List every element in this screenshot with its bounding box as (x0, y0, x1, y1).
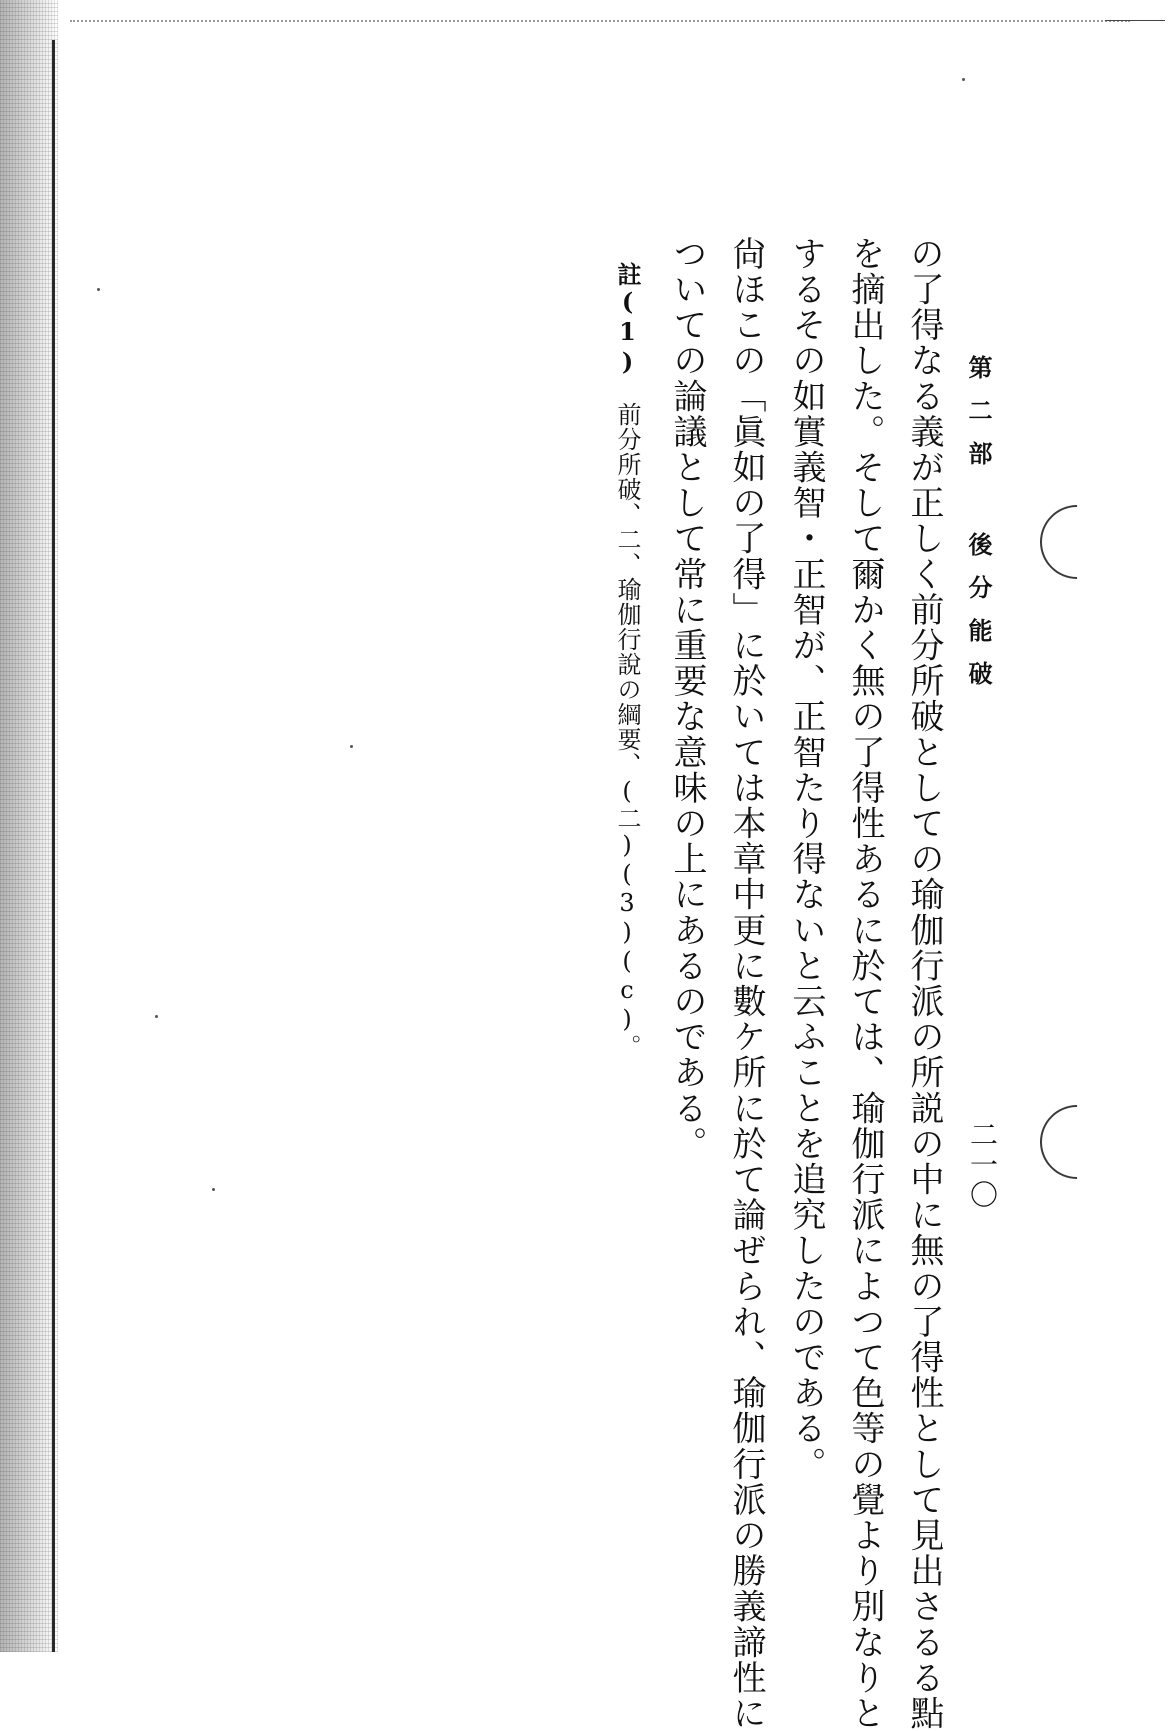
running-head: 第二部 後分能破 (964, 355, 993, 704)
scan-speck (350, 745, 353, 748)
footnote-label: 註(1) (613, 262, 642, 377)
scan-speck (155, 1015, 158, 1018)
footnote (613, 262, 642, 1059)
scan-speck (962, 78, 965, 81)
top-dotted-border (70, 20, 1130, 22)
body-text-line: を摘出した。そして爾かく無の了得性あるに於ては、瑜伽行派によつて色等の覺より別なりと (845, 236, 885, 1731)
punch-hole-mark (1025, 1090, 1130, 1195)
scan-speck (212, 1188, 215, 1191)
body-text-line: 尙ほこの「眞如の了得」に於いては本章中更に數ケ所に於て論ぜられ、瑜伽行派の勝義諦性に (726, 236, 766, 1731)
body-text-line: ついての論議として常に重要な意味の上にあるのである。 (667, 236, 707, 1162)
scan-speck (97, 288, 100, 291)
punch-hole-mark (1025, 490, 1130, 595)
footnote-text: 前分所破、二、瑜伽行說の綱要、(二)(3)(c)。 (613, 402, 641, 1059)
page-number: 二一〇 (966, 1120, 999, 1210)
body-text-line: するその如實義智・正智が、正智たり得ないと云ふことを追究したのである。 (786, 236, 826, 1482)
top-right-rule (1105, 20, 1165, 21)
body-text-line: の了得なる義が正しく前分所破としての瑜伽行派の所説の中に無の了得性として見出さるる點 (904, 236, 944, 1731)
binding-edge-shadow (0, 0, 58, 1652)
binding-line (52, 40, 55, 1652)
